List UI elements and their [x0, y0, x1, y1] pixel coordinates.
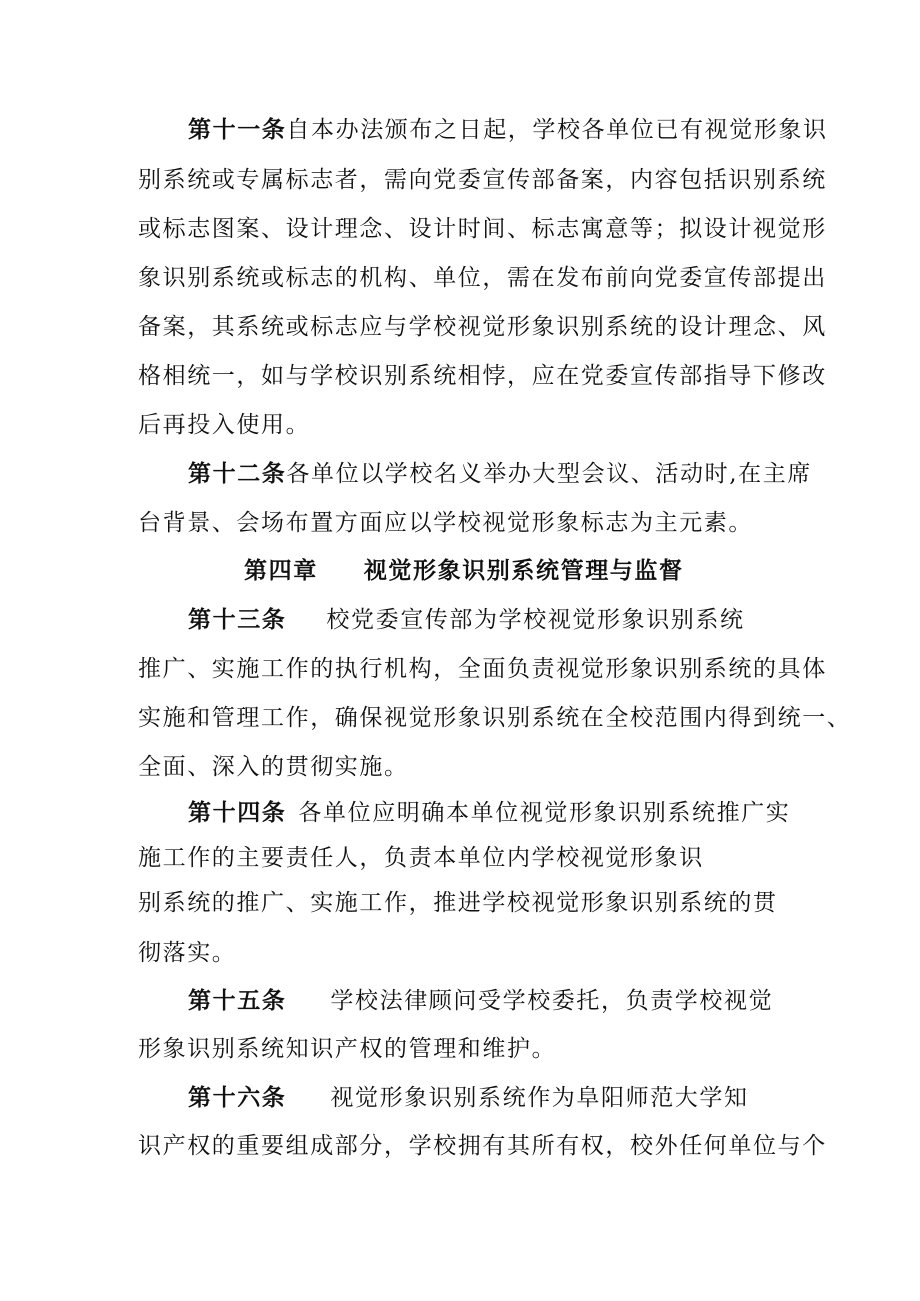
article-14-label: 第十四条 — [188, 799, 287, 826]
article-11-line: 格相统一，如与学校识别系统相悖，应在党委宣传部指导下修改 — [138, 363, 827, 389]
article-13-label: 第十三条 — [188, 606, 287, 633]
article-15-line: 形象识别系统知识产权的管理和维护。 — [138, 1036, 557, 1062]
article-16-line: 识产权的重要组成部分，学校拥有其所有权，校外任何单位与个 — [138, 1133, 827, 1159]
article-14-line: 别系统的推广、实施工作，推进学校视觉形象识别系统的贯 — [138, 890, 778, 916]
article-11-line: 或标志图案、设计理念、设计时间、标志寓意等；拟设计视觉形 — [138, 216, 827, 242]
article-11-first-line — [188, 115, 828, 145]
article-14-first-line — [188, 798, 790, 828]
article-14-line: 施工作的主要责任人，负责本单位内学校视觉形象识 — [138, 845, 704, 871]
chapter-number: 第四章 — [244, 557, 318, 584]
chapter-title: 视觉形象识别系统管理与监督 — [363, 557, 684, 584]
article-12-label: 第十二条 — [188, 460, 287, 487]
article-11-line: 象识别系统或标志的机构、单位，需在发布前向党委宣传部提出 — [138, 265, 827, 291]
article-11-line: 备案，其系统或标志应与学校视觉形象识别系统的设计理念、风 — [138, 314, 827, 340]
article-11-line: 别系统或专属标志者，需向党委宣传部备案，内容包括识别系统 — [138, 167, 827, 193]
article-16-first-line — [188, 1083, 749, 1113]
article-12-text: 各单位以学校名义举办大型会议、活动时,在主席 — [286, 461, 812, 487]
article-13-text: 校党委宣传部为学校视觉形象识别系统 — [326, 607, 745, 633]
article-13-line: 全面、深入的贯彻实施。 — [138, 754, 409, 780]
article-13-line: 推广、实施工作的执行机构，全面负责视觉形象识别系统的具体 — [138, 656, 827, 682]
chapter-heading — [244, 556, 684, 586]
article-16-text: 视觉形象识别系统作为阜阳师范大学知 — [330, 1085, 749, 1111]
article-13-line: 实施和管理工作，确保视觉形象识别系统在全校范围内得到统一、 — [138, 705, 852, 731]
article-11-label: 第十一条 — [188, 116, 287, 143]
article-12-first-line — [188, 459, 812, 489]
article-14-line: 彻落实。 — [138, 940, 237, 966]
article-11-text: 自本办法颁布之日起，学校各单位已有视觉形象识 — [286, 117, 828, 143]
article-11-line: 后再投入使用。 — [138, 412, 311, 438]
article-15-text: 学校法律顾问受学校委托，负责学校视觉 — [330, 988, 774, 1014]
article-15-first-line — [188, 986, 773, 1016]
article-16-label: 第十六条 — [188, 1084, 287, 1111]
article-13-first-line — [188, 605, 745, 635]
article-12-line: 台背景、会场布置方面应以学校视觉形象标志为主元素。 — [138, 510, 753, 536]
article-15-label: 第十五条 — [188, 987, 287, 1014]
article-14-text: 各单位应明确本单位视觉形象识别系统推广实 — [298, 800, 791, 826]
